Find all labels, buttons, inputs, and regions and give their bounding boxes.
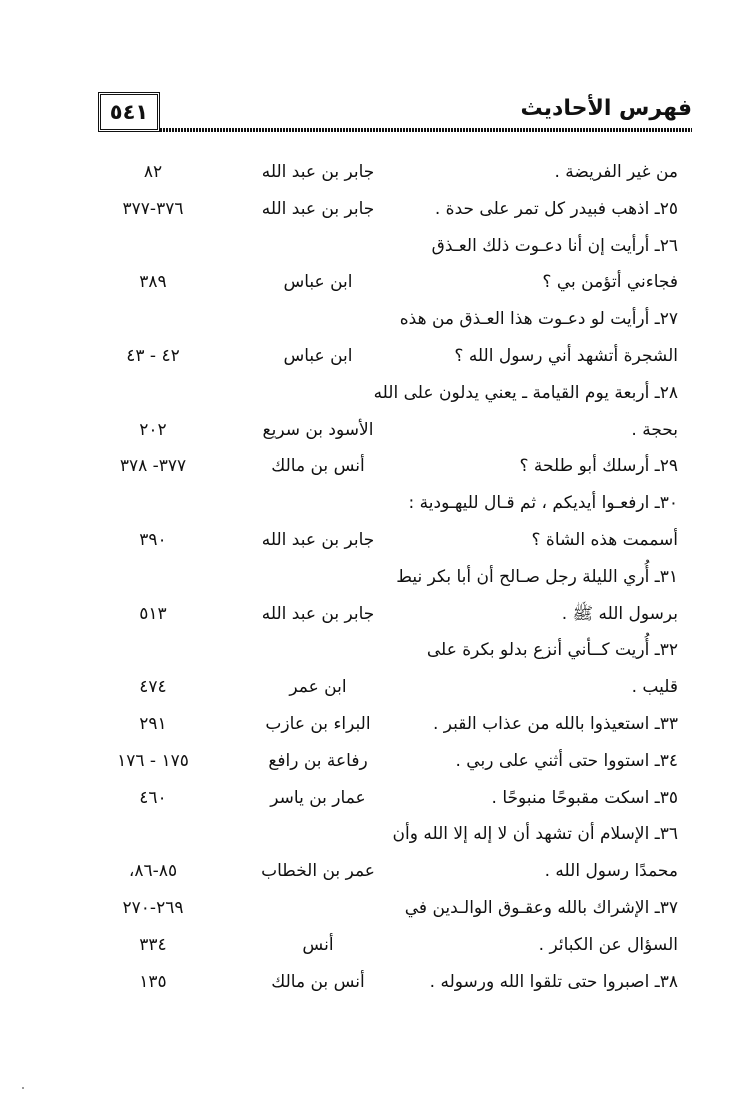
hadith-text: فجاءني أتؤمن بي ؟ <box>542 272 678 293</box>
hadith-text: ٣١ـ أُري الليلة رجل صـالح أن أبا بكر نيط <box>396 566 678 587</box>
narrator-name: جابر بن عبد الله <box>261 603 375 624</box>
page-reference: ٤٢ - ٤٣ <box>126 345 180 366</box>
page-reference: ١٣٥ <box>139 971 167 992</box>
narrator-name: أنس <box>302 934 334 955</box>
hadith-text: ٣٦ـ الإسلام أن تشهد أن لا إله إلا الله وأن <box>392 824 678 845</box>
narrator-name: عمار بن ياسر <box>270 787 366 808</box>
page-reference: ٨٥-٨٦، <box>128 861 178 882</box>
index-row <box>98 927 692 964</box>
narrator-name: جابر بن عبد الله <box>261 529 375 550</box>
page-reference: ٥١٣ <box>139 603 167 624</box>
hadith-text: محمدًا رسول الله . <box>544 861 678 882</box>
hadith-text: ٣٢ـ أُريت كــأني أنزع بدلو بكرة على <box>426 640 678 661</box>
hadith-text: ٢٥ـ اذهب فبيدر كل تمر على حدة . <box>434 198 678 219</box>
page-reference: ٣٣٤ <box>139 934 167 955</box>
index-row <box>98 338 692 375</box>
page-reference: ٤٦٠ <box>139 787 167 808</box>
page-reference: ٣٧٧- ٣٧٨ <box>119 456 187 477</box>
index-row <box>98 964 692 1001</box>
hadith-text: ٣٨ـ اصبروا حتى تلقوا الله ورسوله . <box>429 971 678 992</box>
index-row <box>98 522 692 559</box>
narrator-name: ابن عباس <box>283 272 353 293</box>
narrator-name: أنس بن مالك <box>271 456 365 477</box>
index-row <box>98 816 692 853</box>
page-reference: ٨٢ <box>143 162 163 182</box>
hadith-text: ٢٧ـ أرأيت لو دعـوت هذا العـذق من هذه <box>399 309 678 330</box>
hadith-text: قليب . <box>631 677 678 698</box>
index-row <box>98 301 692 338</box>
index-row <box>98 412 692 449</box>
page-title: فهرس الأحاديث <box>520 96 692 121</box>
hadith-text: من غير الفريضة . <box>554 162 678 182</box>
index-row <box>98 375 692 412</box>
hadith-text: ٣٣ـ استعيذوا بالله من عذاب القبر . <box>432 713 678 734</box>
page-reference: ٣٧٦-٣٧٧ <box>122 198 184 219</box>
hadith-text: ٣٥ـ اسكت مقبوحًا منبوحًا . <box>491 787 678 808</box>
index-row <box>98 706 692 743</box>
narrator-name: رفاعة بن رافع <box>268 750 368 771</box>
page-reference: ٣٨٩ <box>139 272 167 293</box>
hadith-text: بحجة . <box>631 419 678 440</box>
narrator-name: أنس بن مالك <box>271 971 365 992</box>
hadith-text: السؤال عن الكبائر . <box>538 934 678 955</box>
index-row <box>98 743 692 780</box>
narrator-name: ابن عمر <box>289 677 347 698</box>
index-row <box>98 154 692 191</box>
index-row <box>98 890 692 927</box>
hadith-text: الشجرة أتشهد أني رسول الله ؟ <box>454 345 678 366</box>
hadith-text: أسممت هذه الشاة ؟ <box>531 529 678 550</box>
page-reference: ٢٠٢ <box>139 419 167 440</box>
hadith-text: ٢٩ـ أرسلك أبو طلحة ؟ <box>519 456 678 477</box>
narrator-name: عمر بن الخطاب <box>261 861 375 882</box>
page-reference: ٣٩٠ <box>139 529 167 550</box>
hadith-text: برسول الله ﷺ . <box>561 603 678 624</box>
index-row <box>98 228 692 265</box>
narrator-name: البراء بن عازب <box>265 713 371 734</box>
page-reference: ٢٩١ <box>139 713 167 734</box>
index-row <box>98 448 692 485</box>
hadith-text: ٢٦ـ أرأيت إن أنا دعـوت ذلك العـذق <box>431 235 678 256</box>
index-row <box>98 559 692 596</box>
page-header <box>98 92 692 138</box>
hadith-index-list <box>98 154 692 1000</box>
hadith-text: ٢٨ـ أربعة يوم القيامة ـ يعني يدلون على الله <box>373 382 678 403</box>
index-row <box>98 853 692 890</box>
narrator-name: جابر بن عبد الله <box>261 162 375 182</box>
page-number: ٥٤١ <box>98 92 160 132</box>
header-rule <box>160 128 692 132</box>
index-row <box>98 632 692 669</box>
index-row <box>98 596 692 633</box>
narrator-name: جابر بن عبد الله <box>261 198 375 219</box>
page-reference: ١٧٥ - ١٧٦ <box>117 750 189 771</box>
page-reference: ٢٦٩-٢٧٠ <box>122 897 184 918</box>
page-reference: ٤٧٤ <box>139 677 167 698</box>
index-row <box>98 264 692 301</box>
scan-speck <box>22 1087 24 1089</box>
hadith-text: ٣٤ـ استووا حتى أثني على ربي . <box>455 750 678 771</box>
hadith-text: ٣٧ـ الإشراك بالله وعقـوق الوالـدين في <box>404 897 678 918</box>
index-row <box>98 191 692 228</box>
hadith-text: ٣٠ـ ارفعـوا أيديكم ، ثم قـال لليهـودية : <box>408 493 678 514</box>
index-row <box>98 669 692 706</box>
narrator-name: الأسود بن سريع <box>262 419 374 440</box>
index-row <box>98 485 692 522</box>
index-row <box>98 780 692 817</box>
narrator-name: ابن عباس <box>283 345 353 366</box>
